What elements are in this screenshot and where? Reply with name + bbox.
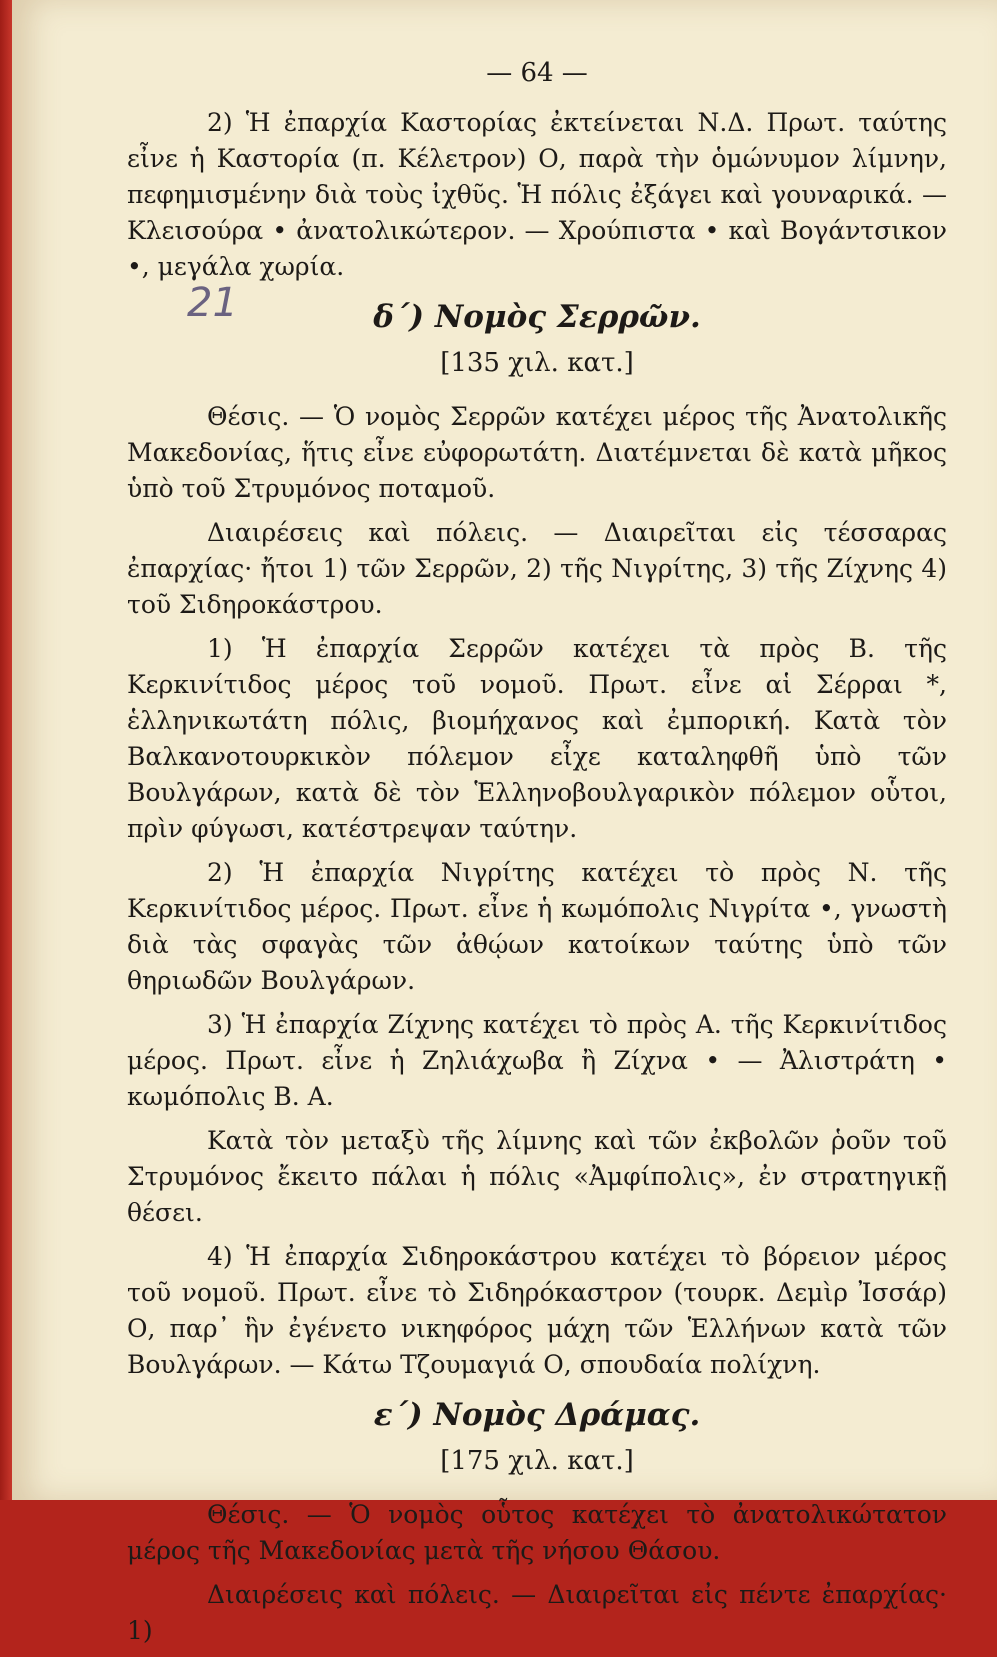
paragraph-nigrita-province: 2) Ἡ ἐπαρχία Νιγρίτης κατέχει τὸ πρὸς Ν. τῆς Κερκινίτιδος μέρος. Πρωτ. εἶνε ἡ κωμόπολις Νιγρίτα •, γνωστὴ διὰ τὰς σφαγὰς τῶν ἀθῴων κατοίκων ταύτης ὑπὸ τῶν θηριωδῶν Βουλγάρων. [127, 858, 947, 995]
handwritten-page-mark: 21 [187, 280, 238, 326]
paragraph-kastoria: 2) Ἡ ἐπαρχία Καστορίας ἐκτείνεται Ν.Δ. Πρωτ. ταύτης εἶνε ἡ Καστορία (π. Κέλετρον) Ο, παρὰ τὴν ὁμώνυμον λίμνην, πεφημισμένην διὰ τοὺς ἰχθῦς. Ἡ πόλις ἐξάγει καὶ γουναρικά. — Κλεισούρα • ἀνατολικώτερον. — Χρούπιστα • καὶ Βογάντσικον •, μεγάλα χωρία. [127, 108, 947, 281]
paragraph-sidirokastro-province: 4) Ἡ ἐπαρχία Σιδηροκάστρου κατέχει τὸ βόρειον μέρος τοῦ νομοῦ. Πρωτ. εἶνε τὸ Σιδηρόκαστρον (τουρκ. Δεμὶρ Ἰσσάρ) Ο, παρ᾽ ἣν ἐγένετο νικηφόρος μάχη τῶν Ἑλλήνων κατὰ τῶν Βουλγάρων. — Κάτω Τζουμαγιά Ο, σπουδαία πολίχνη. [127, 1242, 947, 1379]
paragraph-serres-position: Θέσις. — Ὁ νομὸς Σερρῶν κατέχει μέρος τῆς Ἀνατολικῆς Μακεδονίας, ἥτις εἶνε εὐφορωτάτη. Διατέμνεται δὲ κατὰ μῆκος ὑπὸ τοῦ Στρυμόνος ποταμοῦ. [127, 402, 947, 503]
paragraph-zichni-province: 3) Ἡ ἐπαρχία Ζίχνης κατέχει τὸ πρὸς Α. τῆς Κερκινίτιδος μέρος. Πρωτ. εἶνε ἡ Ζηλιάχωβα ἢ Ζίχνα • — Ἀλιστράτη • κωμόπολις Β. Α. [127, 1010, 947, 1111]
paragraph-serres-province: 1) Ἡ ἐπαρχία Σερρῶν κατέχει τὰ πρὸς Β. τῆς Κερκινίτιδος μέρος τοῦ νομοῦ. Πρωτ. εἶνε αἱ Σέρραι *, ἑλληνικωτάτη πόλις, βιομήχανος καὶ ἐμπορική. Κατὰ τὸν Βαλκανοτουρκικὸν πόλεμον εἶχε καταληφθῆ ὑπὸ τῶν Βουλγάρων, κατὰ δὲ τὸν Ἑλληνοβουλγαρικὸν πόλεμον οὗτοι, πρὶν φύγωσι, κατέστρεψαν ταύτην. [127, 634, 947, 843]
book-page [12, 0, 997, 1645]
paragraph-drama-position: Θέσις. — Ὁ νομὸς οὗτος κατέχει τὸ ἀνατολικώτατον μέρος τῆς Μακεδονίας μετὰ τῆς νήσου Θάσου. [127, 1500, 947, 1565]
paragraph-serres-divisions: Διαιρέσεις καὶ πόλεις. — Διαιρεῖται εἰς τέσσαρας ἐπαρχίας· ἤτοι 1) τῶν Σερρῶν, 2) τῆς Νιγρίτης, 3) τῆς Ζίχνης 4) τοῦ Σιδηροκάστρου. [127, 518, 947, 619]
paragraph-drama-divisions: Διαιρέσεις καὶ πόλεις. — Διαιρεῖται εἰς πέντε ἐπαρχίας· 1) [127, 1580, 947, 1645]
area-drama: [175 χιλ. κατ.] [440, 1446, 634, 1476]
section-heading-drama: ε΄) Νομὸς Δράμας. [373, 1397, 701, 1433]
area-serres: [135 χιλ. κατ.] [440, 348, 634, 378]
page-content [127, 55, 947, 1657]
page-number: — 64 — [486, 58, 588, 88]
paragraph-amphipolis: Κατὰ τὸν μεταξὺ τῆς λίμνης καὶ τῶν ἐκβολῶν ῥοῦν τοῦ Στρυμόνος ἔκειτο πάλαι ἡ πόλις «Ἀμφίπολις», ἐν στρατηγικῇ θέσει. [127, 1126, 947, 1227]
book-binding-edge [0, 0, 12, 1500]
section-heading-serres: δ΄) Νομὸς Σερρῶν. [373, 299, 701, 335]
